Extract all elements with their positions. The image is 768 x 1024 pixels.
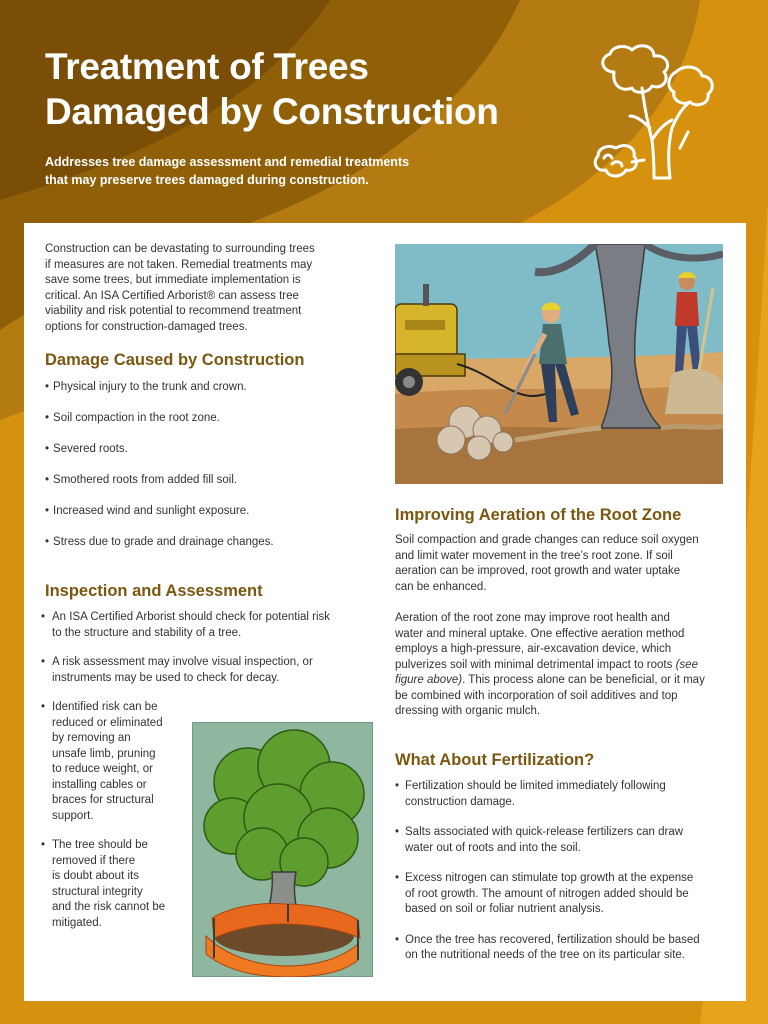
page-title (45, 44, 499, 134)
item-line: reduced or eliminated (52, 716, 163, 729)
list-item (395, 871, 735, 918)
aeration-paragraph-1 (395, 533, 699, 595)
para-line: dressing with organic mulch. (395, 705, 541, 717)
item-line: • The tree should be (52, 839, 148, 851)
para-line (395, 658, 705, 674)
item-line: • A risk assessment may involve visual inspection, or (52, 656, 313, 668)
list-item (395, 825, 735, 856)
item-line: of root growth. The amount of nitrogen added should be (405, 887, 689, 900)
list-item: • Soil compaction in the root zone. (45, 411, 274, 442)
para-text: pulverizes soil with minimal detrimental impact to roots (395, 658, 673, 671)
intro-line: critical. An ISA Certified Arborist® can assess tree (45, 289, 299, 302)
tree-icon (592, 44, 722, 184)
aeration-paragraph-2 (395, 611, 705, 720)
para-line: water and mineral uptake. One effective aeration method (395, 627, 685, 640)
item-line: • Fertilization should be limited immediately following (405, 780, 666, 792)
para-line: Soil compaction and grade changes can reduce soil oxygen (395, 534, 699, 546)
aeration-illustration (395, 244, 723, 484)
item-line: to the structure and stability of a tree. (52, 626, 242, 639)
para-line: and limit water movement in the tree’s root zone. If soil (395, 549, 673, 562)
para-line: be combined with incorporation of soil additives and top (395, 689, 678, 702)
intro-paragraph (45, 242, 365, 335)
item-line: braces for structural (52, 794, 154, 806)
intro-line: Construction can be devastating to surrounding trees (45, 243, 315, 255)
item-line: structural integrity (52, 885, 143, 898)
figure-reference: figure above) (395, 674, 463, 686)
item-line: instruments may be used to check for decay. (52, 671, 280, 684)
intro-line: if measures are not taken. Remedial treatments may (45, 258, 313, 271)
list-item: • Severed roots. (45, 442, 274, 473)
page-subtitle (45, 153, 409, 189)
item-line: • Once the tree has recovered, fertilization should be based (405, 933, 700, 946)
item-line: based on soil or foliar nutrient analysis. (405, 903, 604, 915)
item-line: • Identified risk can be (52, 701, 158, 713)
inspection-heading: Inspection and Assessment (45, 582, 263, 600)
para-text: . This process alone can be beneficial, or it may (462, 674, 705, 686)
protected-tree-illustration (192, 722, 373, 977)
title-line-1: Treatment of Trees (45, 46, 369, 87)
damage-heading: Damage Caused by Construction (45, 351, 305, 369)
item-line: to reduce weight, or (52, 763, 154, 775)
item-line: • Salts associated with quick-release fertilizers can draw (405, 826, 684, 838)
para-line (395, 673, 705, 689)
para-line: Aeration of the root zone may improve root health and (395, 612, 670, 624)
item-line: by removing an (52, 732, 131, 744)
intro-line: viability and risk potential to recommend treatment (45, 305, 302, 317)
list-item (395, 779, 735, 810)
fertilization-heading: What About Fertilization? (395, 751, 595, 769)
item-line: • An ISA Certified Arborist should check for potential risk (52, 611, 331, 623)
list-item: • Physical injury to the trunk and crown. (45, 380, 274, 411)
para-line: employs a high-pressure, air-excavation device, which (395, 643, 672, 655)
item-line: unsafe limb, pruning (52, 747, 156, 760)
list-item (38, 610, 378, 641)
intro-line: options for construction-damaged trees. (45, 320, 248, 333)
item-line: • Excess nitrogen can stimulate top growth at the expense (405, 872, 694, 884)
item-line: installing cables or (52, 778, 147, 791)
item-line: water out of roots and into the soil. (405, 841, 581, 854)
fertilization-list (395, 779, 735, 979)
subtitle-line-1: Addresses tree damage assessment and remedial treatments (45, 155, 410, 169)
subtitle-line-2: that may preserve trees damaged during construction. (45, 173, 369, 187)
list-item (395, 933, 735, 964)
para-line: can be enhanced. (395, 580, 487, 593)
list-item (38, 655, 378, 686)
title-line-2: Damaged by Construction (45, 91, 499, 132)
list-item: • Stress due to grade and drainage changes. (45, 535, 274, 566)
figure-reference: (see (675, 658, 698, 671)
soil-mound (665, 369, 723, 414)
para-line: aeration can be improved, root growth and water uptake (395, 565, 681, 577)
item-line: and the risk cannot be (52, 901, 166, 913)
item-line: removed if there (52, 854, 136, 867)
item-line: support. (52, 809, 94, 822)
tree-root (661, 426, 723, 428)
item-line: is doubt about its (52, 870, 139, 882)
list-item: • Smothered roots from added fill soil. (45, 473, 274, 504)
damage-list (45, 380, 274, 566)
list-item: • Increased wind and sunlight exposure. (45, 504, 274, 535)
content-card (24, 223, 746, 1001)
intro-line: save some trees, but immediate implementation is (45, 274, 301, 286)
aeration-heading: Improving Aeration of the Root Zone (395, 506, 682, 524)
item-line: mitigated. (52, 916, 102, 929)
item-line: construction damage. (405, 795, 515, 808)
item-line: on the nutritional needs of the tree on its particular site. (405, 949, 685, 961)
